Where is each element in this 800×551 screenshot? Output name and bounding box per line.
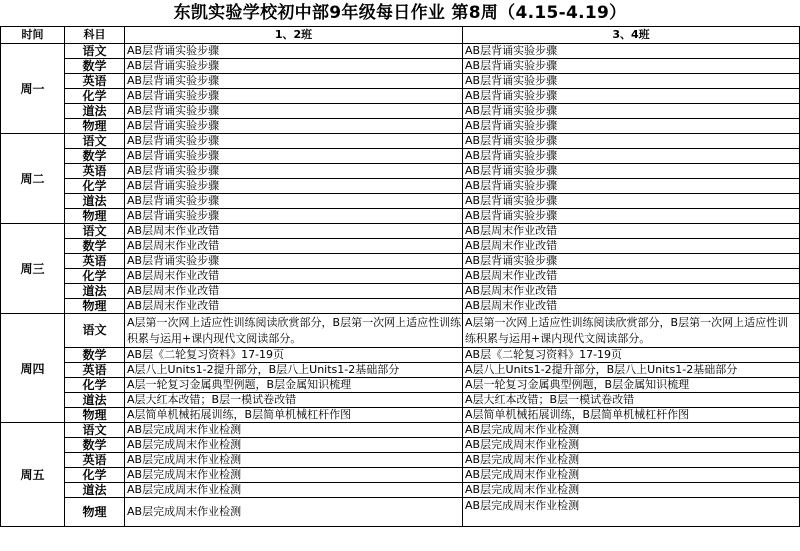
task-cell-class-b: AB层完成周末作业检测 [463, 483, 800, 498]
task-cell-class-b: AB层完成周末作业检测 [463, 423, 800, 438]
table-row [1, 498, 800, 527]
subject-cell: 英语 [65, 74, 125, 89]
task-cell-class-a: AB层背诵实验步骤 [125, 179, 463, 194]
subject-cell: 英语 [65, 363, 125, 378]
homework-table [0, 26, 800, 527]
task-cell-class-a: AB层完成周末作业检测 [125, 483, 463, 498]
table-row [1, 254, 800, 269]
table-row [1, 284, 800, 299]
table-row [1, 408, 800, 423]
table-row [1, 348, 800, 363]
table-row [1, 468, 800, 483]
task-cell-class-b: AB层背诵实验步骤 [463, 134, 800, 149]
task-cell-class-b: AB层背诵实验步骤 [463, 209, 800, 224]
subject-cell: 化学 [65, 468, 125, 483]
subject-cell: 道法 [65, 284, 125, 299]
task-cell-class-a: AB层背诵实验步骤 [125, 89, 463, 104]
subject-cell: 数学 [65, 348, 125, 363]
task-cell-class-a: AB层背诵实验步骤 [125, 44, 463, 59]
table-row [1, 363, 800, 378]
task-cell-class-a: A层大红本改错；B层一模试卷改错 [125, 393, 463, 408]
task-cell-class-a: AB层完成周末作业检测 [125, 468, 463, 483]
task-cell-class-a: A层八上Units1-2提升部分，B层八上Units1-2基础部分 [125, 363, 463, 378]
task-cell-class-a: AB层背诵实验步骤 [125, 149, 463, 164]
subject-cell: 化学 [65, 89, 125, 104]
subject-cell: 化学 [65, 378, 125, 393]
table-row [1, 483, 800, 498]
table-row [1, 194, 800, 209]
subject-cell: 道法 [65, 393, 125, 408]
subject-cell: 语文 [65, 314, 125, 348]
subject-cell: 数学 [65, 59, 125, 74]
task-cell-class-b: A层简单机械拓展训练，B层简单机械杠杆作图 [463, 408, 800, 423]
task-cell-class-a: AB层完成周末作业检测 [125, 438, 463, 453]
table-row [1, 299, 800, 314]
table-row [1, 453, 800, 468]
table-row [1, 89, 800, 104]
subject-cell: 语文 [65, 423, 125, 438]
task-cell-class-a: AB层背诵实验步骤 [125, 209, 463, 224]
table-row [1, 119, 800, 134]
table-row [1, 378, 800, 393]
table-row [1, 74, 800, 89]
task-cell-class-b: AB层背诵实验步骤 [463, 164, 800, 179]
task-cell-class-b: AB层背诵实验步骤 [463, 104, 800, 119]
day-cell: 周二 [1, 134, 65, 224]
header-subject: 科目 [65, 27, 125, 44]
task-cell-class-a: AB层周末作业改错 [125, 284, 463, 299]
table-row [1, 423, 800, 438]
task-cell-class-a: AB层背诵实验步骤 [125, 254, 463, 269]
task-cell-class-a: AB层周末作业改错 [125, 269, 463, 284]
table-row [1, 134, 800, 149]
subject-cell: 物理 [65, 299, 125, 314]
task-cell-class-a: A层一轮复习金属典型例题，B层金属知识梳理 [125, 378, 463, 393]
task-cell-class-a: A层第一次网上适应性训练阅读欣赏部分，B层第一次网上适应性训练积累与运用+课内现代文阅读部分。 [125, 314, 463, 348]
header-time: 时间 [1, 27, 65, 44]
day-cell: 周一 [1, 44, 65, 134]
task-cell-class-b: AB层背诵实验步骤 [463, 179, 800, 194]
task-cell-class-a: AB层背诵实验步骤 [125, 104, 463, 119]
header-class-b: 3、4班 [463, 27, 800, 44]
table-row [1, 179, 800, 194]
table-row [1, 44, 800, 59]
subject-cell: 道法 [65, 194, 125, 209]
table-row [1, 239, 800, 254]
task-cell-class-b: AB层完成周末作业检测 [463, 468, 800, 483]
task-cell-class-a: AB层完成周末作业检测 [125, 423, 463, 438]
table-row [1, 438, 800, 453]
table-row [1, 209, 800, 224]
subject-cell: 英语 [65, 254, 125, 269]
task-cell-class-a: AB层周末作业改错 [125, 299, 463, 314]
task-cell-class-a: AB层周末作业改错 [125, 224, 463, 239]
subject-cell: 英语 [65, 453, 125, 468]
task-cell-class-b: AB层背诵实验步骤 [463, 74, 800, 89]
subject-cell: 语文 [65, 44, 125, 59]
task-cell-class-b: AB层完成周末作业检测 [463, 438, 800, 453]
subject-cell: 数学 [65, 438, 125, 453]
day-cell: 周五 [1, 423, 65, 527]
subject-cell: 物理 [65, 209, 125, 224]
table-row [1, 149, 800, 164]
subject-cell: 物理 [65, 498, 125, 527]
task-cell-class-b: AB层完成周末作业检测 [463, 498, 800, 527]
table-row [1, 314, 800, 348]
task-cell-class-b: AB层《二轮复习资料》17-19页 [463, 348, 800, 363]
task-cell-class-b: AB层背诵实验步骤 [463, 149, 800, 164]
task-cell-class-b: AB层背诵实验步骤 [463, 194, 800, 209]
header-row [1, 27, 800, 44]
task-cell-class-a: AB层完成周末作业检测 [125, 498, 463, 527]
subject-cell: 数学 [65, 149, 125, 164]
task-cell-class-b: AB层周末作业改错 [463, 299, 800, 314]
subject-cell: 道法 [65, 483, 125, 498]
task-cell-class-a: AB层《二轮复习资料》17-19页 [125, 348, 463, 363]
subject-cell: 数学 [65, 239, 125, 254]
subject-cell: 语文 [65, 224, 125, 239]
task-cell-class-b: AB层完成周末作业检测 [463, 453, 800, 468]
task-cell-class-a: AB层完成周末作业检测 [125, 453, 463, 468]
table-row [1, 224, 800, 239]
task-cell-class-b: A层八上Units1-2提升部分，B层八上Units1-2基础部分 [463, 363, 800, 378]
task-cell-class-b: AB层周末作业改错 [463, 284, 800, 299]
task-cell-class-a: AB层周末作业改错 [125, 239, 463, 254]
task-cell-class-b: AB层周末作业改错 [463, 239, 800, 254]
table-row [1, 164, 800, 179]
subject-cell: 物理 [65, 119, 125, 134]
table-row [1, 104, 800, 119]
task-cell-class-a: AB层背诵实验步骤 [125, 134, 463, 149]
subject-cell: 英语 [65, 164, 125, 179]
day-cell: 周三 [1, 224, 65, 314]
day-cell: 周四 [1, 314, 65, 423]
task-cell-class-b: AB层背诵实验步骤 [463, 119, 800, 134]
subject-cell: 道法 [65, 104, 125, 119]
header-class-a: 1、2班 [125, 27, 463, 44]
task-cell-class-b: AB层背诵实验步骤 [463, 59, 800, 74]
task-cell-class-a: AB层背诵实验步骤 [125, 119, 463, 134]
task-cell-class-a: AB层背诵实验步骤 [125, 59, 463, 74]
task-cell-class-b: AB层背诵实验步骤 [463, 89, 800, 104]
task-cell-class-b: A层大红本改错；B层一模试卷改错 [463, 393, 800, 408]
task-cell-class-a: AB层背诵实验步骤 [125, 164, 463, 179]
task-cell-class-b: AB层周末作业改错 [463, 224, 800, 239]
subject-cell: 语文 [65, 134, 125, 149]
task-cell-class-b: AB层背诵实验步骤 [463, 254, 800, 269]
task-cell-class-b: A层第一次网上适应性训练阅读欣赏部分，B层第一次网上适应性训练积累与运用+课内现代文阅读部分。 [463, 314, 800, 348]
subject-cell: 物理 [65, 408, 125, 423]
subject-cell: 化学 [65, 179, 125, 194]
table-row [1, 393, 800, 408]
table-row [1, 59, 800, 74]
page-title: 东凯实验学校初中部9年级每日作业 第8周（4.15-4.19） [173, 3, 627, 23]
table-body [1, 44, 800, 527]
task-cell-class-b: A层一轮复习金属典型例题，B层金属知识梳理 [463, 378, 800, 393]
task-cell-class-a: AB层背诵实验步骤 [125, 74, 463, 89]
task-cell-class-a: AB层背诵实验步骤 [125, 194, 463, 209]
task-cell-class-a: A层简单机械拓展训练，B层简单机械杠杆作图 [125, 408, 463, 423]
task-cell-class-b: AB层周末作业改错 [463, 269, 800, 284]
table-row [1, 269, 800, 284]
subject-cell: 化学 [65, 269, 125, 284]
task-cell-class-b: AB层背诵实验步骤 [463, 44, 800, 59]
